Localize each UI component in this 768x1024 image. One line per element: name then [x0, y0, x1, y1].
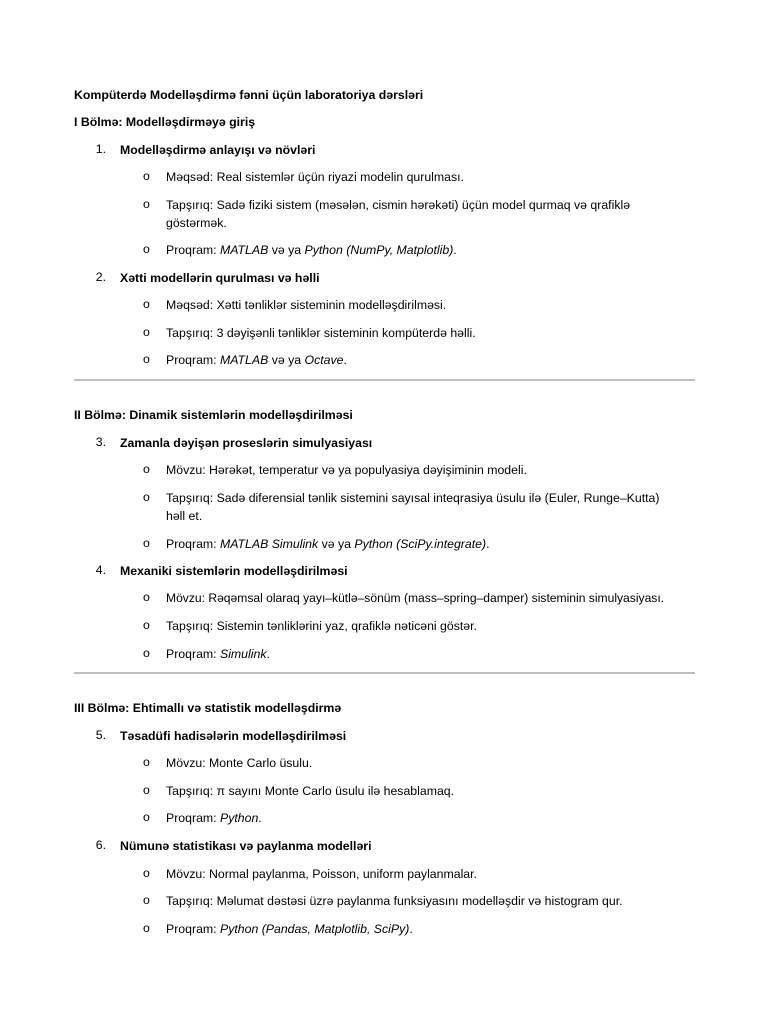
- bullet-text: Proqram: Python (Pandas, Matplotlib, SciPy).: [166, 922, 413, 936]
- bullet-marker: o: [143, 893, 150, 907]
- bullet-text: Mövzu: Monte Carlo üsulu.: [166, 756, 313, 770]
- bullet-marker: o: [143, 490, 150, 504]
- section-heading: I Bölmə: Modelləşdirməyə giriş: [74, 115, 256, 129]
- section-heading: II Bölmə: Dinamik sistemlərin modelləşdirilməsi: [74, 408, 353, 422]
- bullet-text: Tapşırıq: π sayını Monte Carlo üsulu ilə hesablamaq.: [166, 784, 455, 798]
- bullet-marker: o: [143, 169, 150, 183]
- section-divider: [74, 672, 695, 674]
- bullet-text: Tapşırıq: Sistemin tənliklərini yaz, qrafiklə nəticəni göstər.: [166, 619, 477, 633]
- bullet-text: Proqram: MATLAB və ya Python (NumPy, Matplotlib).: [166, 243, 457, 257]
- bullet-marker: o: [143, 866, 150, 880]
- item-number: 1.: [95, 142, 106, 156]
- bullet-text: Proqram: Python.: [166, 811, 262, 825]
- item-number: 6.: [95, 838, 106, 852]
- document-title: Kompüterdə Modelləşdirmə fənni üçün laboratoriya dərsləri: [74, 88, 424, 102]
- item-title: Zamanla dəyişən proseslərin simulyasiyası: [120, 436, 373, 450]
- bullet-text: Proqram: MATLAB və ya Octave.: [166, 353, 347, 367]
- bullet-marker: o: [143, 462, 150, 476]
- bullet-text: Tapşırıq: Sadə fiziki sistem (məsələn, cismin hərəkəti) üçün model qurmaq və qrafiklə: [166, 198, 631, 212]
- bullet-marker: o: [143, 297, 150, 311]
- item-title: Xətti modellərin qurulması və həlli: [120, 271, 320, 285]
- bullet-marker: o: [143, 921, 150, 935]
- section-divider: [74, 379, 695, 381]
- bullet-marker: o: [143, 197, 150, 211]
- item-title: Təsadüfi hadisələrin modelləşdirilməsi: [120, 729, 347, 743]
- bullet-text-continuation: həll et.: [166, 509, 203, 523]
- bullet-marker: o: [143, 618, 150, 632]
- bullet-marker: o: [143, 536, 150, 550]
- item-number: 5.: [95, 728, 106, 742]
- item-title: Modelləşdirmə anlayışı və növləri: [120, 143, 316, 157]
- section-heading: III Bölmə: Ehtimallı və statistik modelləşdirmə: [74, 701, 342, 715]
- bullet-text: Tapşırıq: Sadə diferensial tənlik sistemini sayısal inteqrasiya üsulu ilə (Euler, Runge–Kutta): [166, 491, 660, 505]
- item-title: Mexaniki sistemlərin modelləşdirilməsi: [120, 564, 348, 578]
- bullet-marker: o: [143, 646, 150, 660]
- bullet-text: Məqsəd: Real sistemlər üçün riyazi modelin qurulması.: [166, 170, 464, 184]
- bullet-text: Tapşırıq: 3 dəyişənli tənliklər sisteminin kompüterdə həlli.: [166, 326, 476, 340]
- bullet-marker: o: [143, 783, 150, 797]
- bullet-text: Proqram: Simulink.: [166, 647, 270, 661]
- bullet-text: Mövzu: Hərəkət, temperatur və ya populyasiya dəyişiminin modeli.: [166, 463, 527, 477]
- bullet-marker: o: [143, 590, 150, 604]
- bullet-text: Mövzu: Rəqəmsal olaraq yayı–kütlə–sönüm (mass–spring–damper) sisteminin simulyasiyası.: [166, 591, 665, 605]
- item-number: 4.: [95, 563, 106, 577]
- bullet-marker: o: [143, 810, 150, 824]
- bullet-text: Mövzu: Normal paylanma, Poisson, uniform paylanmalar.: [166, 867, 477, 881]
- bullet-marker: o: [143, 755, 150, 769]
- item-title: Nümunə statistikası və paylanma modelləri: [120, 839, 372, 853]
- bullet-text: Proqram: MATLAB Simulink və ya Python (SciPy.integrate).: [166, 537, 490, 551]
- bullet-text: Məqsəd: Xətti tənliklər sisteminin modelləşdirilməsi.: [166, 298, 447, 312]
- bullet-marker: o: [143, 352, 150, 366]
- bullet-marker: o: [143, 325, 150, 339]
- item-number: 2.: [95, 270, 106, 284]
- item-number: 3.: [95, 435, 106, 449]
- bullet-text-continuation: göstərmək.: [166, 216, 227, 230]
- bullet-text: Tapşırıq: Məlumat dəstəsi üzrə paylanma funksiyasını modelləşdir və histogram qur.: [166, 894, 623, 908]
- bullet-marker: o: [143, 242, 150, 256]
